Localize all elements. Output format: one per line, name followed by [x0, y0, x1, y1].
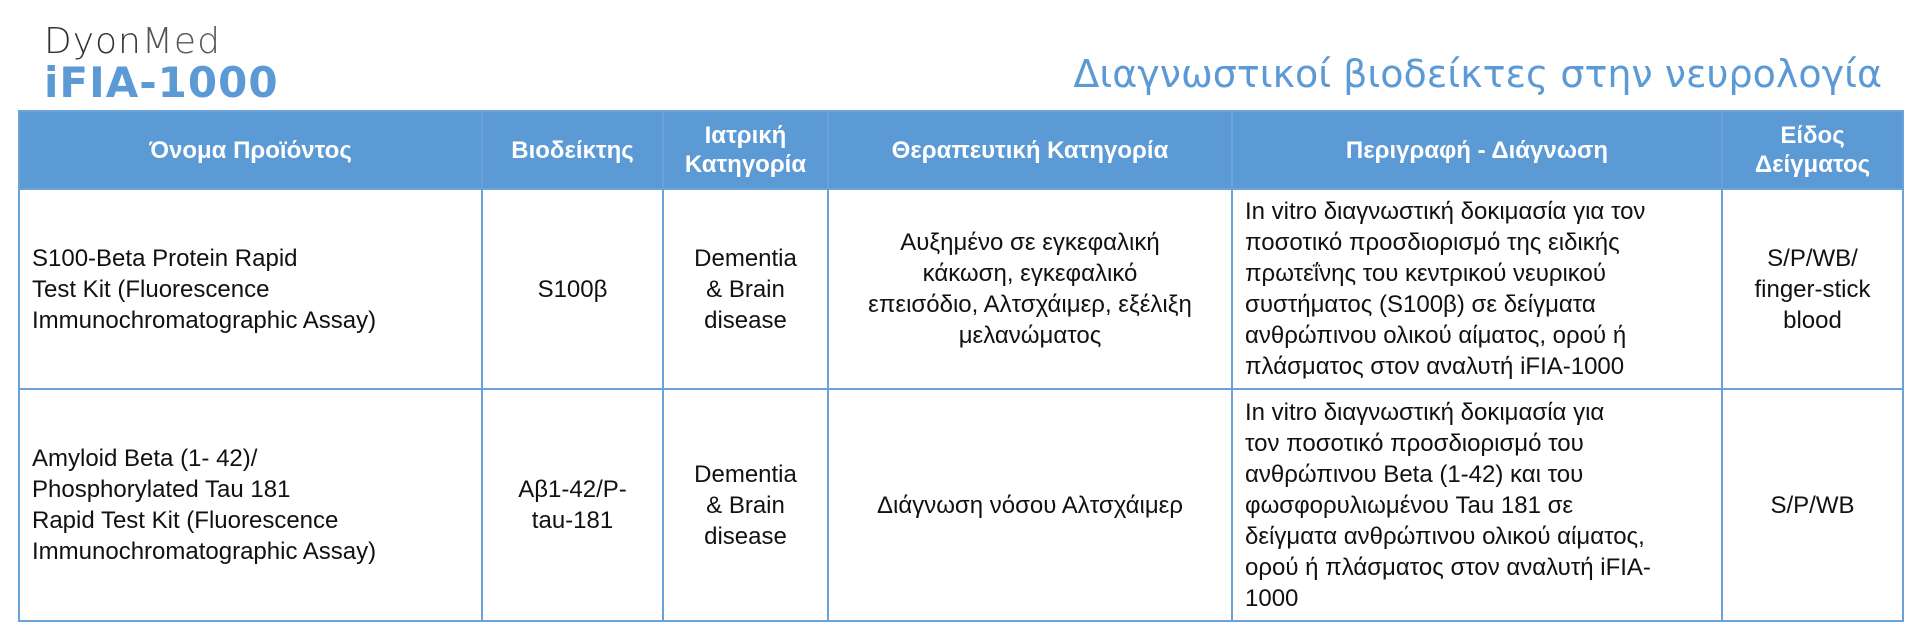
column-header-sample-type: Είδος Δείγματος — [1722, 111, 1903, 189]
brand-logo — [44, 21, 279, 107]
brand-name — [44, 22, 279, 62]
table-row — [19, 189, 1903, 389]
cell-therapeutic-category: Αυξημένο σε εγκεφαλική κάκωση, εγκεφαλικό επεισόδιο, Αλτσχάιμερ, εξέλιξη μελανώματος — [828, 189, 1232, 389]
column-header-therapeutic-category: Θεραπευτική Κατηγορία — [828, 111, 1232, 189]
column-header-biomarker: Βιοδείκτης — [482, 111, 663, 189]
brand-name-part-2: Med — [141, 21, 221, 62]
cell-product-name: S100-Beta Protein Rapid Test Kit (Fluorescence Immunochromatographic Assay) — [19, 189, 482, 389]
biomarker-table — [18, 110, 1904, 622]
cell-medical-category: Dementia & Brain disease — [663, 389, 828, 621]
cell-description: In vitro διαγνωστική δοκιμασία για τον ποσοτικό προσδιορισμό της ειδικής πρωτεΐνης του κεντρικού νευρικού συστήματος (S100β) σε δείγματα ανθρώπινου ολικού αίματος, ορού ή πλάσματος στον αναλυτή iFIA-1000 — [1232, 189, 1722, 389]
cell-description: In vitro διαγνωστική δοκιμασία για τον ποσοτικό προσδιορισμό του ανθρώπινου Beta (1-42) και του φωσφορυλιωμένου Tau 181 σε δείγματα ανθρώπινου ολικού αίματος, ορού ή πλάσματος στον αναλυτή iFIA- 1000 — [1232, 389, 1722, 621]
column-header-medical-category: Ιατρική Κατηγορία — [663, 111, 828, 189]
cell-product-name: Amyloid Beta (1- 42)/ Phosphorylated Tau 181 Rapid Test Kit (Fluorescence Immunochromatographic Assay) — [19, 389, 482, 621]
cell-medical-category: Dementia & Brain disease — [663, 189, 828, 389]
table-header-row — [19, 111, 1903, 189]
page-title: Διαγνωστικοί βιοδείκτες στην νευρολογία — [1073, 52, 1882, 96]
brand-name-part-1: Dyon — [44, 21, 142, 62]
cell-sample-type: S/P/WB/ finger-stick blood — [1722, 189, 1903, 389]
cell-therapeutic-category: Διάγνωση νόσου Αλτσχάιμερ — [828, 389, 1232, 621]
column-header-product-name: Όνομα Προϊόντος — [19, 111, 482, 189]
cell-biomarker: S100β — [482, 189, 663, 389]
table-row — [19, 389, 1903, 621]
cell-biomarker: Aβ1-42/P- tau-181 — [482, 389, 663, 621]
cell-sample-type: S/P/WB — [1722, 389, 1903, 621]
model-name: iFIA-1000 — [44, 58, 279, 107]
column-header-description: Περιγραφή - Διάγνωση — [1232, 111, 1722, 189]
